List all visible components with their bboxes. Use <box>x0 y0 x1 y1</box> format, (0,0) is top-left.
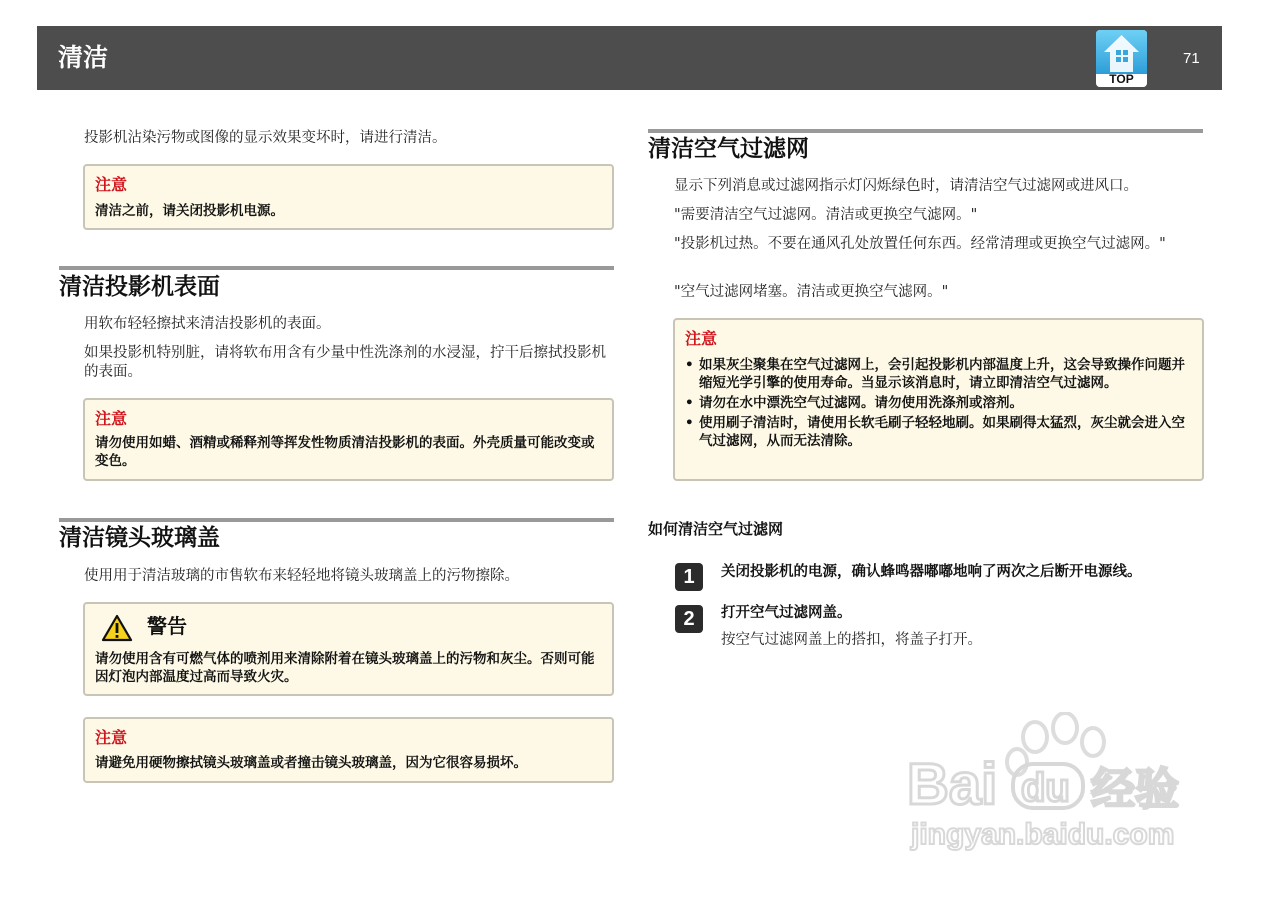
page-header <box>37 26 1222 90</box>
step-subtext-2: 按空气过滤网盖上的搭扣，将盖子打开。 <box>721 632 982 648</box>
step-number-2: 2 <box>675 605 703 633</box>
section-rule <box>59 518 614 522</box>
baidu-watermark <box>905 712 1205 862</box>
intro-text: 投影机沾染污物或图像的显示效果变坏时，请进行清洁。 <box>84 130 447 146</box>
caution-title: 注意 <box>95 175 128 194</box>
caution-text: 请避免用硬物擦拭镜头玻璃盖或者撞击镜头玻璃盖，因为它很容易损坏。 <box>95 755 527 771</box>
warning-icon <box>101 614 133 642</box>
caution-list-item: • 使用刷子清洁时，请使用长软毛刷子轻轻地刷。如果刷得太猛烈，灰尘就会进入空气过滤网，从而无法清除。 <box>685 414 1192 450</box>
section-rule <box>59 266 614 270</box>
section-title-lens: 清洁镜头玻璃盖 <box>59 525 220 551</box>
caution-box-filter <box>673 318 1204 481</box>
section-title-surface: 清洁投影机表面 <box>59 274 220 300</box>
lens-text-1: 使用用于清洁玻璃的市售软布来轻轻地将镜头玻璃盖上的污物擦除。 <box>84 568 519 584</box>
caution-list <box>685 356 1192 452</box>
howto-title: 如何清洁空气过滤网 <box>648 520 784 538</box>
section-rule <box>648 129 1203 133</box>
svg-text:jingyan.baidu.com: jingyan.baidu.com <box>911 818 1175 851</box>
filter-message-2: "投影机过热。不要在通风孔处放置任何东西。经常清理或更换空气过滤网。" <box>674 236 1166 252</box>
filter-text-1: 显示下列消息或过滤网指示灯闪烁绿色时，请清洁空气过滤网或进风口。 <box>674 178 1138 194</box>
top-label: TOP <box>1109 72 1134 86</box>
caution-list-item: • 如果灰尘聚集在空气过滤网上，会引起投影机内部温度上升，这会导致操作问题并缩短光学引擎的使用寿命。当显示该消息时，请立即清洁空气过滤网。 <box>685 356 1192 392</box>
caution-text: 清洁之前，请关闭投影机电源。 <box>95 203 284 219</box>
caution-title: 注意 <box>95 409 128 428</box>
step-text-2: 打开空气过滤网盖。 <box>721 605 852 621</box>
step-number-1: 1 <box>675 563 703 591</box>
page-number: 71 <box>1183 50 1200 67</box>
caution-title: 注意 <box>685 329 718 348</box>
page-title: 清洁 <box>58 43 109 72</box>
svg-text:Bai: Bai <box>907 752 998 817</box>
caution-box-surface <box>83 398 614 481</box>
step-text-1: 关闭投影机的电源，确认蜂鸣器嘟嘟地响了两次之后断开电源线。 <box>721 564 1142 580</box>
surface-text-1: 用软布轻轻擦拭来清洁投影机的表面。 <box>84 316 331 332</box>
caution-list-item: • 请勿在水中漂洗空气过滤网。请勿使用洗涤剂或溶剂。 <box>685 394 1192 412</box>
caution-text: 请勿使用如蜡、酒精或稀释剂等挥发性物质清洁投影机的表面。外壳质量可能改变或变色。 <box>95 435 595 469</box>
svg-text:经验: 经验 <box>1091 764 1179 815</box>
warning-title: 警告 <box>147 614 187 638</box>
caution-box-lens <box>83 717 614 783</box>
filter-message-1: "需要清洁空气过滤网。清洁或更换空气滤网。" <box>674 207 978 223</box>
top-button[interactable] <box>1096 30 1147 87</box>
paw-icon <box>905 712 1205 862</box>
caution-box-power <box>83 164 614 230</box>
filter-message-3: "空气过滤网堵塞。清洁或更换空气滤网。" <box>674 284 949 300</box>
surface-text-2: 如果投影机特别脏，请将软布用含有少量中性洗涤剂的水浸湿，拧干后擦拭投影机的表面。 <box>84 345 606 380</box>
warning-text: 请勿使用含有可燃气体的喷剂用来清除附着在镜头玻璃盖上的污物和灰尘。否则可能因灯泡内部温度过高而导致火灾。 <box>95 651 595 685</box>
svg-text:du: du <box>1021 766 1070 810</box>
caution-title: 注意 <box>95 728 128 747</box>
section-title-filter: 清洁空气过滤网 <box>648 136 809 162</box>
warning-box-lens <box>83 602 614 696</box>
